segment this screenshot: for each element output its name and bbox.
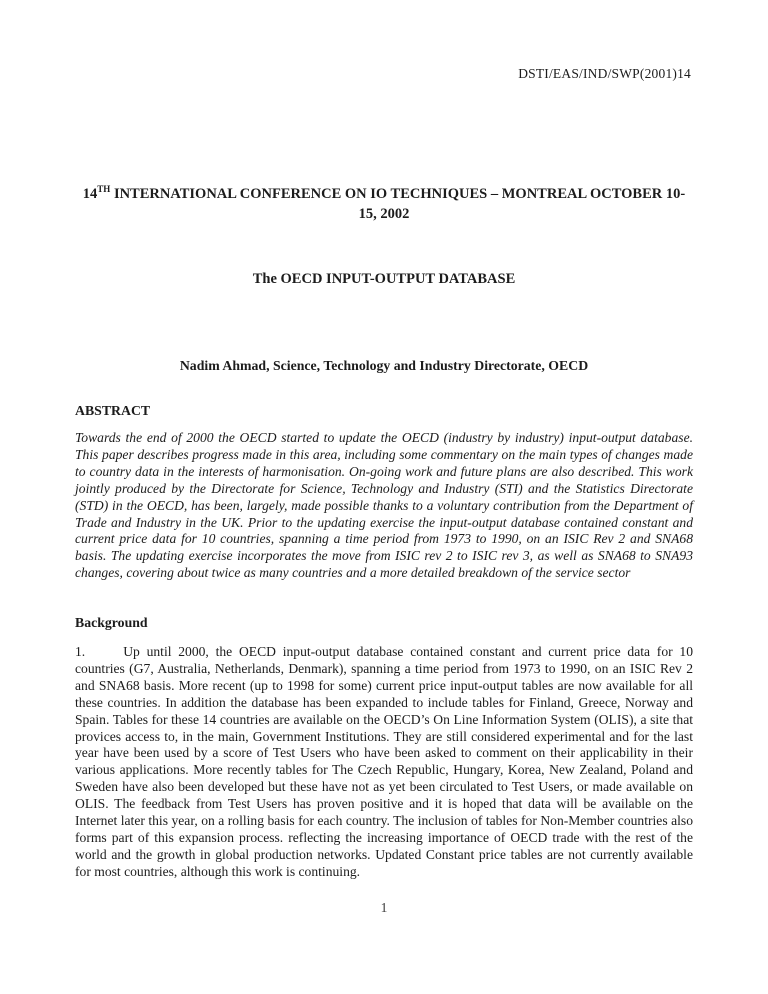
author-affiliation-line: Nadim Ahmad, Science, Technology and Industry Directorate, OECD [179, 358, 589, 373]
paragraph-1-text: Up until 2000, the OECD input-output database contained constant and current price data for 10 countries (G7, Australia, Netherlands, Denmark), spanning a time period from 1973 to 1990, on an ISIC Rev 2 and SNA68 basis. More recent (up to 1998 for some) current price input-output tables are now available for all these countries. In addition the database has been expanded to include tables for Finland, Greece, Norway and Spain. Tables for these 14 countries are available on the OECD’s On Line Information System (OLIS), a site that provices access to, in the main, Government Institutions. They are still considered experimental and for the last year have been used by a score of Test Users who have been asked to comment on their applicability in their various applications. More recently tables for The Czech Republic, Hungary, Korea, New Zealand, Poland and Sweden have also been developed but these have not as yet been circulated to Test Users, or made available on OLIS. The feedback from Test Users has proven positive and it is hoped that data will be available on the Internet later this year, on a rolling basis for each country. The inclusion of tables for Non-Member countries also forms part of this expansion process. reflecting the increasing importance of OECD trade with the rest of the world and the growth in global production networks. Updated Constant price tables are not currently available for most countries, although this work is continuing. [75, 644, 693, 879]
document-reference-code: DSTI/EAS/IND/SWP(2001)14 [518, 66, 691, 81]
paragraph-1 [75, 644, 693, 881]
conference-title-text: INTERNATIONAL CONFERENCE ON IO TECHNIQUES – MONTREAL OCTOBER 10-15, 2002 [110, 186, 686, 222]
conference-title-ordinal-suffix: TH [97, 184, 111, 195]
abstract-text: Towards the end of 2000 the OECD started to update the OECD (industry by industry) input-output database. This paper describes progress made in this area, including some commentary on the main types of changes made to country data in the interests of harmonisation. On-going work and future plans are also described. This work jointly produced by the Directorate for Science, Technology and Industry (STI) and the Statistics Directorate (STD) in the OECD, has been, largely, made possible thanks to a voluntary contribution from the Department of Trade and Industry in the UK. Prior to the updating exercise the input-output database contained constant and current price data for 10 countries, spanning a time period from 1973 to 1990, on an ISIC Rev 2 and SNA68 basis. The updating exercise incorporates the move from ISIC rev 2 to ISIC rev 3, as well as SNA68 to SNA93 changes, covering about twice as many countries and a more detailed breakdown of the service sector [75, 430, 693, 581]
paragraph-1-number: 1. [75, 644, 86, 659]
conference-title-number: 14 [82, 186, 98, 202]
page-number: 1 [380, 900, 388, 915]
section-heading-background: Background [75, 615, 148, 630]
conference-title [75, 185, 693, 224]
paper-title: The OECD INPUT-OUTPUT DATABASE [252, 271, 516, 287]
abstract-heading: ABSTRACT [75, 403, 151, 418]
